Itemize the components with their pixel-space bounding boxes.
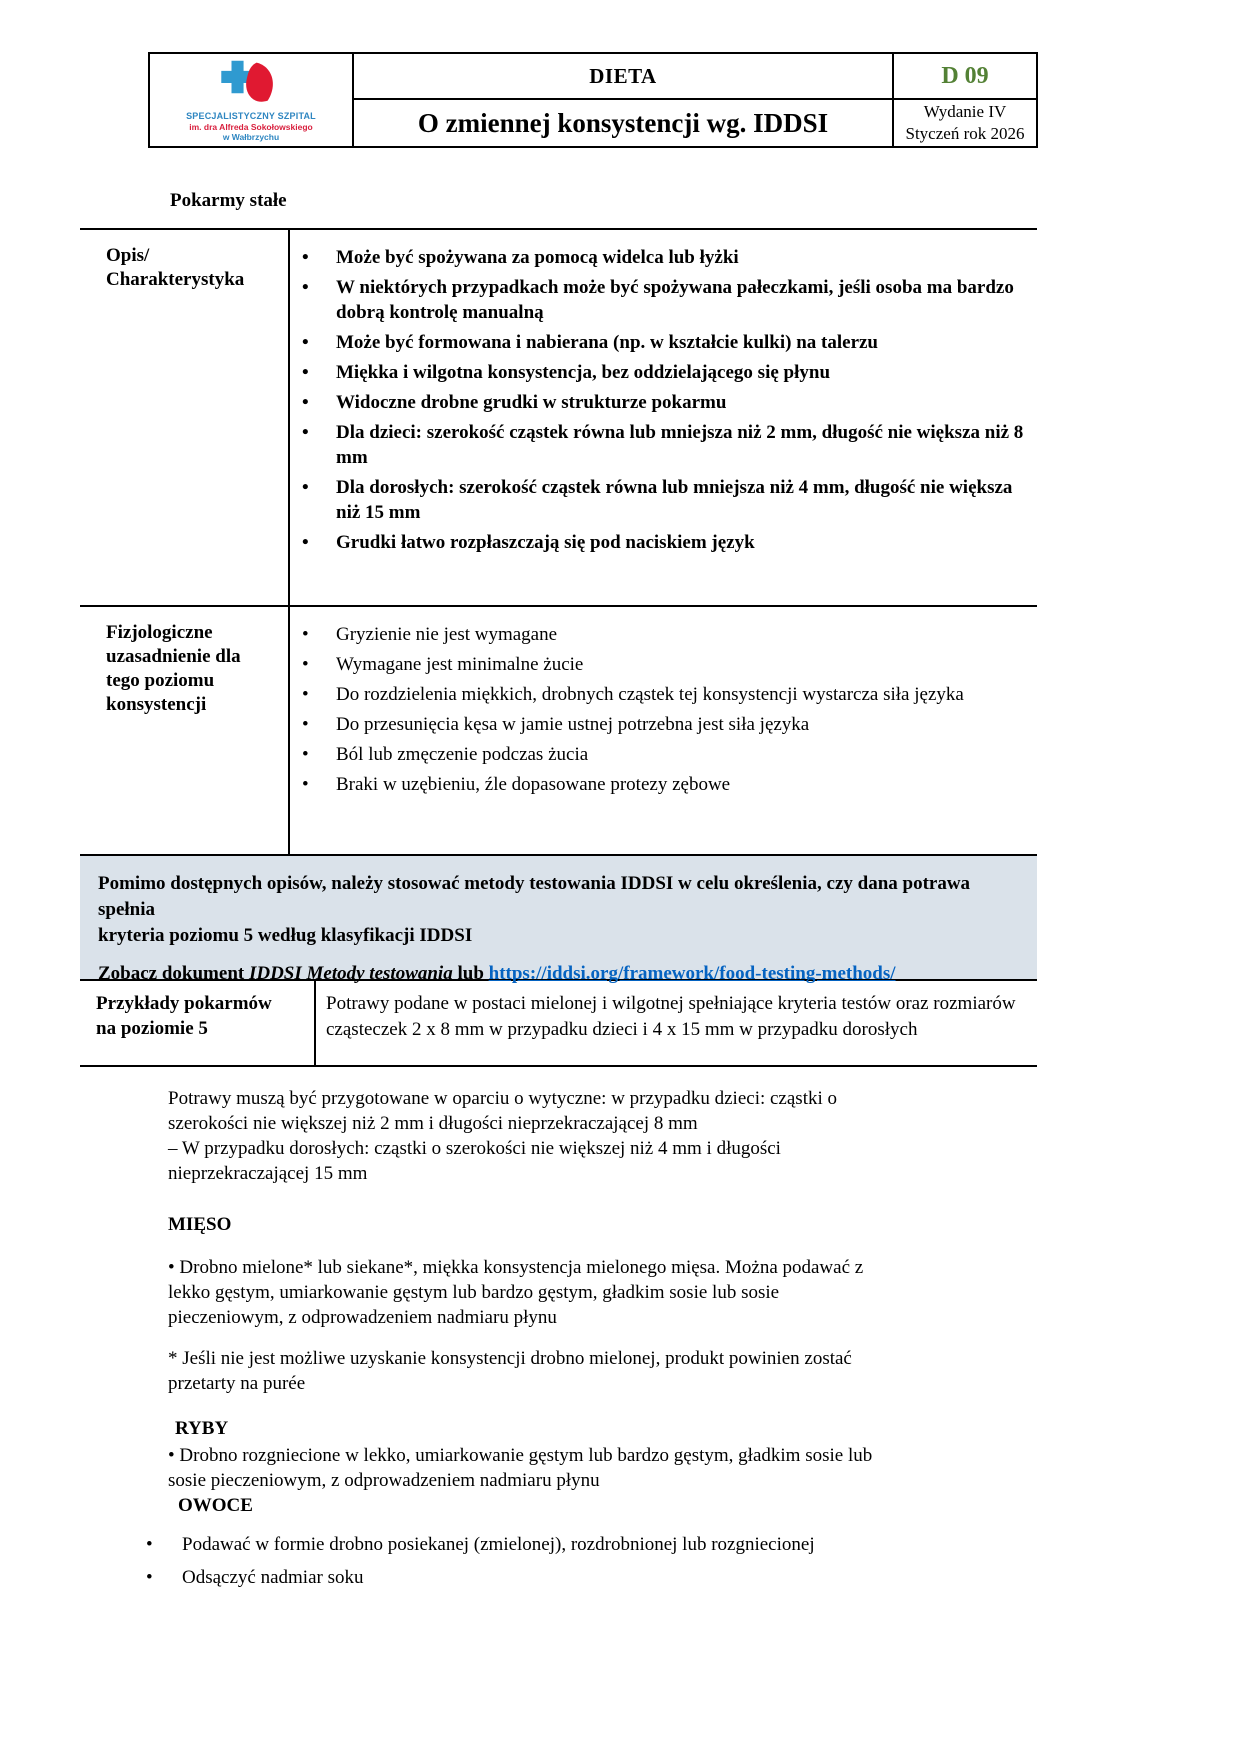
bullet-text: Gryzienie nie jest wymagane (336, 624, 558, 645)
notice-conjunction: lub (452, 963, 489, 984)
fish-heading: RYBY (175, 1418, 229, 1439)
bullet-marker: • (302, 392, 309, 413)
bullet-item (298, 330, 1027, 355)
edition-date: Styczeń rok 2026 (905, 124, 1025, 143)
description-row-cell (288, 230, 1037, 605)
bullet-item (298, 390, 1027, 415)
bullet-marker: • (302, 247, 309, 268)
bullet-marker: • (302, 532, 309, 553)
dieta-label: DIETA (354, 54, 892, 100)
hospital-logo-icon (208, 57, 294, 109)
fish-paragraph: • Drobno rozgniecione w lekko, umiarkowanie gęstym lub bardzo gęstym, gładkim sosie lub sosie pieczeniowym, z odprowadzeniem nadmiaru płynu (168, 1445, 873, 1491)
bullet-marker: • (302, 624, 309, 645)
bullet-text: Odsączyć nadmiar soku (182, 1567, 364, 1588)
iddsi-table (80, 228, 1037, 1067)
bullet-text: Do rozdzielenia miękkich, drobnych cząstek tej konsystencji wystarcza siła języka (336, 684, 964, 705)
hospital-name-line2: im. dra Alfreda Sokołowskiego (189, 122, 313, 133)
hospital-logo-cell (150, 54, 354, 146)
bullet-text: Może być formowana i nabierana (np. w kształcie kulki) na talerzu (336, 332, 879, 353)
testing-methods-notice (80, 854, 1037, 984)
description-row-label: Opis/ Charakterystyka (106, 245, 245, 290)
bullet-item (298, 360, 1027, 385)
bullet-item (298, 275, 1027, 325)
fruit-heading: OWOCE (178, 1495, 253, 1516)
bullet-item (140, 1565, 960, 1590)
bullet-item (298, 742, 1027, 767)
header-table (148, 52, 1038, 148)
bullet-item (298, 420, 1027, 470)
meat-footnote: * Jeśli nie jest możliwe uzyskanie konsystencji drobno mielonej, produkt powinien zostać przetarty na purée (168, 1348, 852, 1394)
bullet-text: Do przesunięcia kęsa w jamie ustnej potrzebna jest siła języka (336, 714, 810, 735)
header-middle-cell (354, 54, 892, 146)
edition-info (894, 100, 1036, 146)
physiology-row (80, 605, 1037, 854)
bullet-marker: • (302, 744, 309, 765)
bullet-marker: • (146, 1567, 153, 1588)
bullet-marker: • (302, 714, 309, 735)
bullet-text: Może być spożywana za pomocą widelca lub łyżki (336, 247, 739, 268)
edition-label: Wydanie IV (923, 101, 1007, 121)
examples-row (80, 979, 1037, 1067)
bullet-item (298, 772, 1027, 797)
meat-heading: MIĘSO (168, 1214, 232, 1235)
bullet-item (298, 530, 1027, 555)
preparation-guidelines: Potrawy muszą być przygotowane w oparciu o wytyczne: w przypadku dzieci: cząstki o szerokości nie większej niż 2 mm i długości nieprzekraczającej 8 mm – W przypadku dorosłych: cząstki o szerokości nie większej niż 4 mm i długości nieprzekraczającej 15 mm (168, 1088, 837, 1184)
bullet-marker: • (146, 1534, 153, 1555)
header-right-cell (892, 54, 1036, 146)
notice-doc-title: IDDSI Metody testowania (248, 963, 453, 984)
meat-paragraph: • Drobno mielone* lub siekane*, miękka konsystencja mielonego mięsa. Można podawać z lekko gęstym, umiarkowanie gęstym lub bardzo gęstym, gładkim sosie lub sosie pieczeniowym, z odprowadzeniem nadmiaru płynu (168, 1257, 864, 1328)
bullet-item (298, 475, 1027, 525)
physiology-row-cell (288, 607, 1037, 854)
physiology-bullet-list (298, 622, 1027, 797)
bullet-item (298, 712, 1027, 737)
document-code: D 09 (894, 54, 1036, 100)
description-bullet-list (298, 245, 1027, 555)
bullet-text: Ból lub zmęczenie podczas żucia (336, 744, 589, 765)
hospital-name-line3: w Wałbrzychu (222, 132, 280, 143)
bullet-marker: • (302, 774, 309, 795)
examples-row-label: Przykłady pokarmów na poziomie 5 (96, 993, 272, 1039)
bullet-text: Dla dorosłych: szerokość cząstek równa lub mniejsza niż 4 mm, długość nie większa niż 15 mm (336, 477, 1013, 523)
bullet-text: Widoczne drobne grudki w strukturze pokarmu (336, 392, 727, 413)
bullet-marker: • (302, 477, 309, 498)
hospital-logo-text (186, 111, 316, 142)
fruit-bullet-list (140, 1532, 960, 1598)
bullet-marker: • (302, 362, 309, 383)
body-text-block (168, 1086, 928, 1518)
bullet-item (298, 245, 1027, 270)
document-title: O zmiennej konsystencji wg. IDDSI (417, 107, 829, 138)
bullet-marker: • (302, 332, 309, 353)
examples-row-text: Potrawy podane w postaci mielonej i wilgotnej spełniające kryteria testów oraz rozmiarów cząsteczek 2 x 8 mm w przypadku dzieci i 4 x 15 mm w przypadku dorosłych (314, 981, 1037, 1065)
bullet-marker: • (302, 277, 309, 298)
physiology-row-label: Fizjologiczne uzasadnienie dla tego poziomu konsystencji (106, 622, 241, 715)
solid-foods-heading: Pokarmy stałe (170, 190, 287, 211)
description-row (80, 228, 1037, 605)
bullet-marker: • (302, 654, 309, 675)
bullet-text: Dla dzieci: szerokość cząstek równa lub mniejsza niż 2 mm, długość nie większa niż 8 mm (336, 422, 1024, 468)
bullet-text: Braki w uzębieniu, źle dopasowane protezy zębowe (336, 774, 731, 795)
hospital-name-line1: SPECJALISTYCZNY SZPITAL (186, 111, 316, 122)
notice-paragraph: Pomimo dostępnych opisów, należy stosować metody testowania IDDSI w celu określenia, czy dana potrawa spełnia kryteria poziomu 5 według klasyfikacji IDDSI (98, 873, 971, 946)
bullet-text: Wymagane jest minimalne żucie (336, 654, 584, 675)
bullet-text: W niektórych przypadkach może być spożywana pałeczkami, jeśli osoba ma bardzo dobrą kontrolę manualną (336, 277, 1014, 323)
bullet-text: Podawać w formie drobno posiekanej (zmielonej), rozdrobnionej lub rozgniecionej (182, 1534, 815, 1555)
bullet-item (298, 652, 1027, 677)
bullet-text: Miękka i wilgotna konsystencja, bez oddzielającego się płynu (336, 362, 831, 383)
bullet-marker: • (302, 422, 309, 443)
bullet-marker: • (302, 684, 309, 705)
bullet-item (298, 622, 1027, 647)
bullet-item (298, 682, 1027, 707)
bullet-text: Grudki łatwo rozpłaszczają się pod naciskiem język (336, 532, 755, 553)
notice-see-prefix: Zobacz dokument (98, 963, 249, 984)
testing-methods-link[interactable]: https://iddsi.org/framework/food-testing-methods/ (488, 963, 896, 984)
bullet-item (140, 1532, 960, 1557)
